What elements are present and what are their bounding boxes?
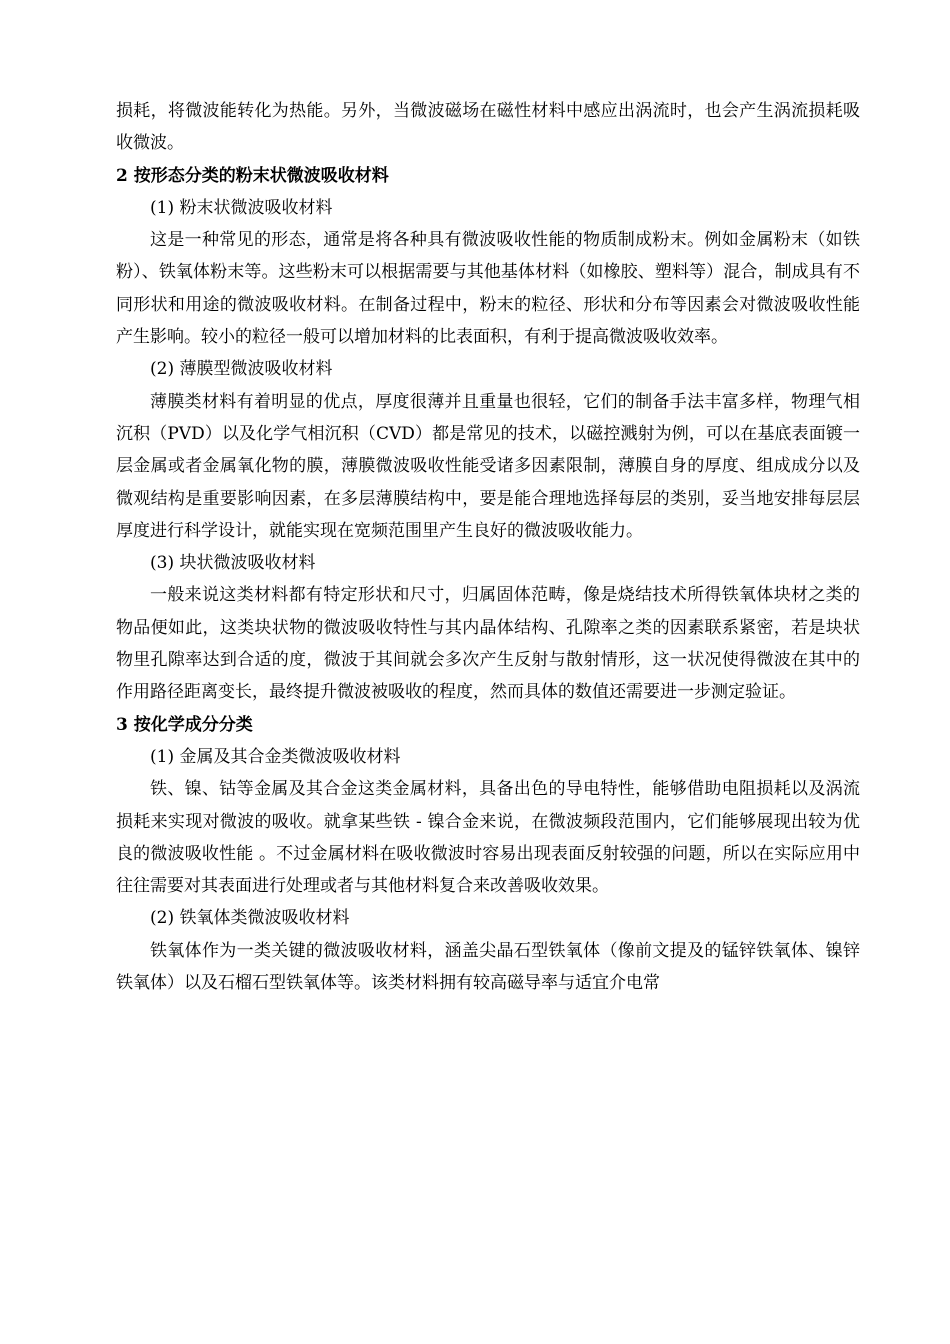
document-page <box>116 95 860 999</box>
subheading-ferrite: (2) 铁氧体类微波吸收材料 <box>150 908 350 929</box>
paragraph-intro-continuation: 损耗，将微波能转化为热能。另外，当微波磁场在磁性材料中感应出涡流时，也会产生涡流损耗吸收微波。 <box>116 101 860 154</box>
section-heading-3: 3 按化学成分分类 <box>116 714 253 735</box>
section-heading-2: 2 按形态分类的粉末状微波吸收材料 <box>116 165 389 186</box>
subheading-thin-film: (2) 薄膜型微波吸收材料 <box>150 359 333 380</box>
subheading-metal-alloy: (1) 金属及其合金类微波吸收材料 <box>150 746 401 767</box>
paragraph-bulk: 一般来说这类材料都有特定形状和尺寸，归属固体范畴，像是烧结技术所得铁氧体块材之类的物品便如此，这类块状物的微波吸收特性与其内晶体结构、孔隙率之类的因素联系紧密，若是块状物里孔隙率达到合适的度，微波于其间就会多次产生反射与散射情形，这一状况使得微波在其中的作用路径距离变长，最终提升微波被吸收的程度，然而具体的数值还需要进一步测定验证。 <box>116 585 860 703</box>
paragraph-metal-alloy: 铁、镍、钴等金属及其合金这类金属材料，具备出色的导电特性，能够借助电阻损耗以及涡流损耗来实现对微波的吸收。就拿某些铁 - 镍合金来说，在微波频段范围内，它们能够展现出较为优良的微波吸收性能 。不过金属材料在吸收微波时容易出现表面反射较强的问题，所以在实际应用中往往需要对其表面进行处理或者与其他材料复合来改善吸收效果。 <box>116 779 860 897</box>
paragraph-thin-film: 薄膜类材料有着明显的优点，厚度很薄并且重量也很轻，它们的制备手法丰富多样，物理气相沉积（PVD）以及化学气相沉积（CVD）都是常见的技术，以磁控溅射为例，可以在基底表面镀一层金属或者金属氧化物的膜，薄膜微波吸收性能受诸多因素限制，薄膜自身的厚度、组成成分以及微观结构是重要影响因素，在多层薄膜结构中，要是能合理地选择每层的类别，妥当地安排每层层厚度进行科学设计，就能实现在宽频范围里产生良好的微波吸收能力。 <box>116 391 860 541</box>
subheading-powder: (1) 粉末状微波吸收材料 <box>150 197 333 218</box>
paragraph-powder: 这是一种常见的形态，通常是将各种具有微波吸收性能的物质制成粉末。例如金属粉末（如铁粉）、铁氧体粉末等。这些粉末可以根据需要与其他基体材料（如橡胶、塑料等）混合，制成具有不同形状和用途的微波吸收材料。在制备过程中，粉末的粒径、形状和分布等因素会对微波吸收性能产生影响。较小的粒径一般可以增加材料的比表面积，有利于提高微波吸收效率。 <box>116 230 860 348</box>
subheading-bulk: (3) 块状微波吸收材料 <box>150 553 316 574</box>
paragraph-ferrite: 铁氧体作为一类关键的微波吸收材料，涵盖尖晶石型铁氧体（像前文提及的锰锌铁氧体、镍锌铁氧体）以及石榴石型铁氧体等。该类材料拥有较高磁导率与适宜介电常 <box>116 940 860 994</box>
